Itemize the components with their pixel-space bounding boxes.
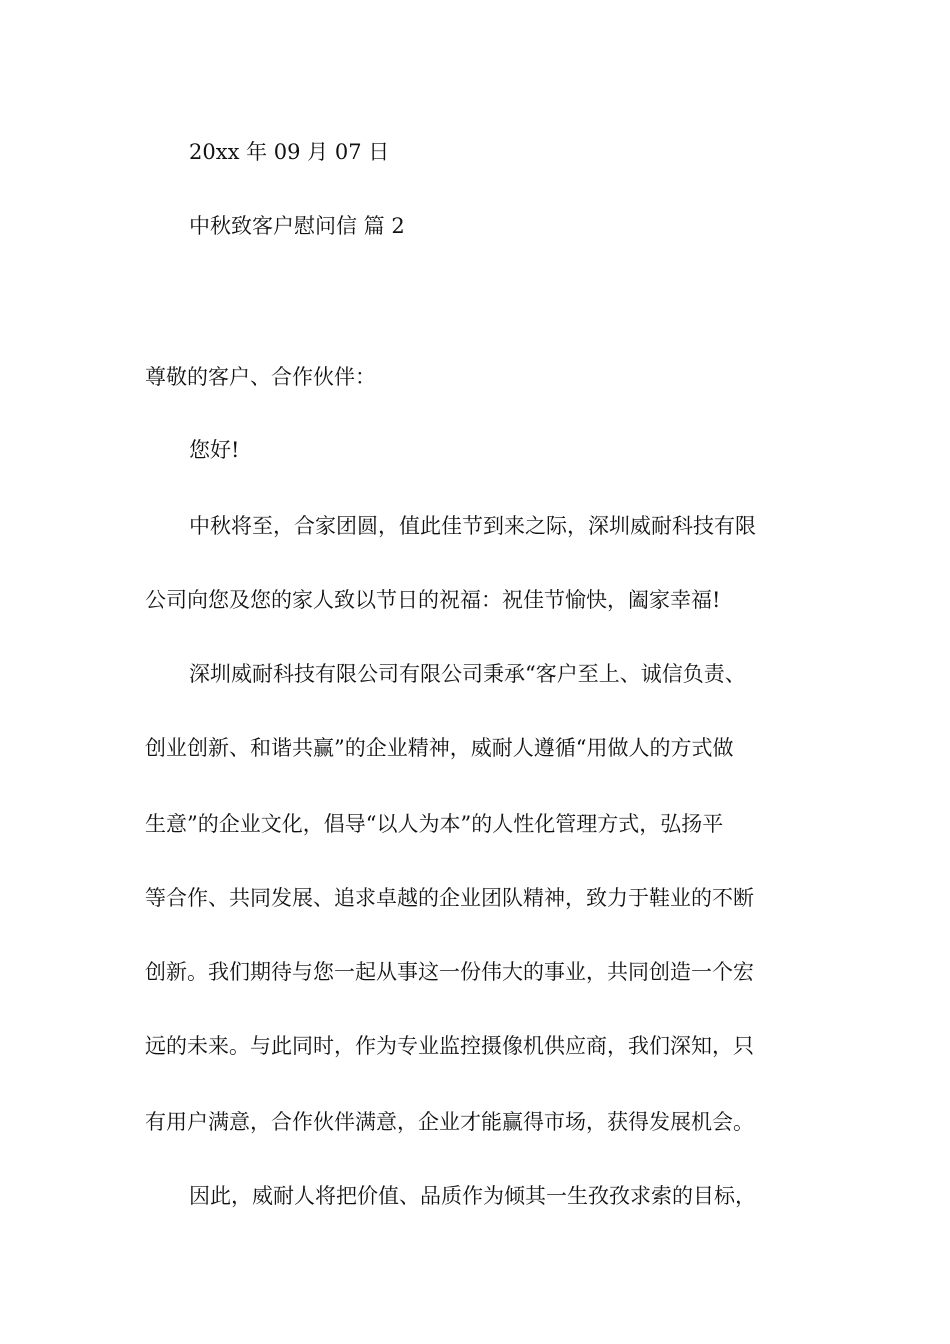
letter-title: 中秋致客户慰问信 篇 2 (189, 214, 405, 238)
paragraph-line: 有用户满意，合作伙伴满意，企业才能赢得市场，获得发展机会。 (145, 1110, 754, 1134)
paragraph-line: 深圳威耐科技有限公司有限公司秉承“客户至上、诚信负责、 (189, 662, 746, 686)
paragraph-line: 因此，威耐人将把价值、品质作为倾其一生孜孜求索的目标， (189, 1184, 756, 1208)
letter-greeting: 您好! (189, 438, 240, 462)
paragraph-line: 中秋将至，合家团圆，值此佳节到来之际，深圳威耐科技有限 (189, 514, 756, 538)
paragraph-line: 远的未来。与此同时，作为专业监控摄像机供应商，我们深知，只 (145, 1034, 754, 1058)
paragraph-line: 创新。我们期待与您一起从事这一份伟大的事业，共同创造一个宏 (145, 960, 754, 984)
letter-salutation: 尊敬的客户、合作伙伴： (145, 365, 376, 389)
paragraph-line: 公司向您及您的家人致以节日的祝福：祝佳节愉快，阖家幸福! (145, 588, 721, 612)
letter-date: 20xx 年 09 月 07 日 (189, 140, 390, 164)
paragraph-line: 创业创新、和谐共赢”的企业精神，威耐人遵循“用做人的方式做 (145, 736, 734, 760)
paragraph-line: 生意”的企业文化，倡导“以人为本”的人性化管理方式，弘扬平 (145, 812, 724, 836)
paragraph-line: 等合作、共同发展、追求卓越的企业团队精神，致力于鞋业的不断 (145, 886, 754, 910)
